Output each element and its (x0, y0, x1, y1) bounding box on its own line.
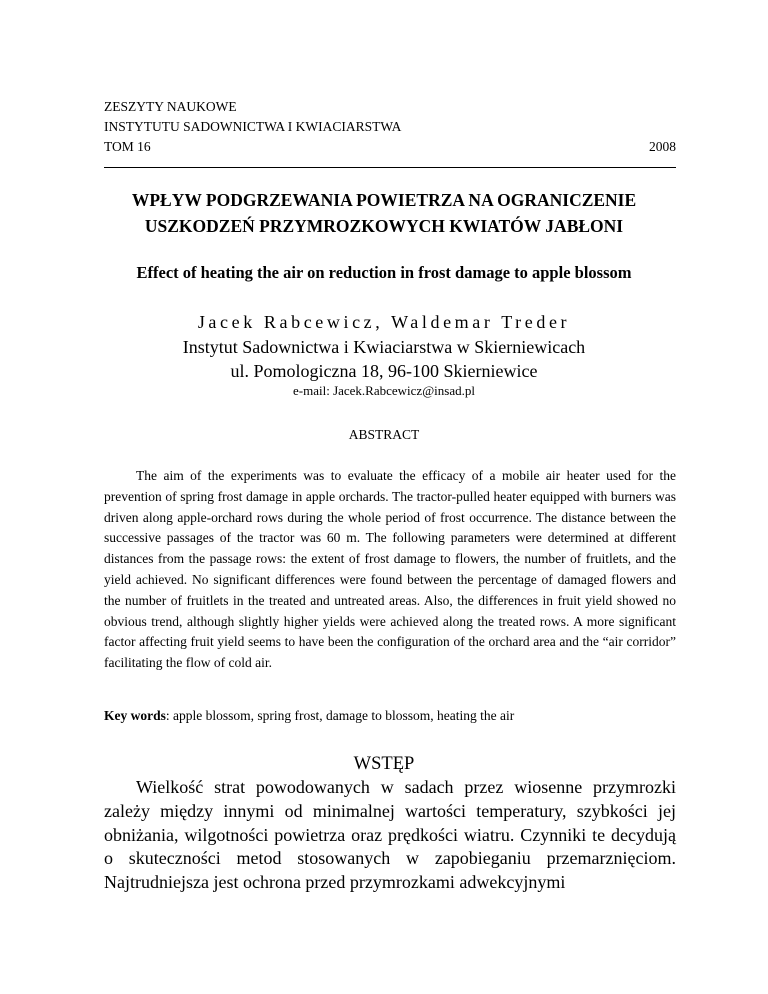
author-email: e-mail: Jacek.Rabcewicz@insad.pl (293, 383, 475, 398)
section-heading: WSTĘP (353, 754, 415, 774)
header-divider (104, 167, 676, 168)
article-title-english: Effect of heating the air on reduction in frost damage to apple blossom (136, 263, 632, 282)
journal-header (104, 97, 676, 157)
author-institution: Instytut Sadownictwa i Kwiaciarstwa w Skierniewicach (182, 337, 586, 357)
article-title-polish (60, 187, 708, 239)
journal-volume-row (104, 137, 676, 157)
abstract-heading: ABSTRACT (348, 427, 420, 442)
abstract-paragraph: The aim of the experiments was to evaluate the efficacy of a mobile air heater used for the prevention of spring frost damage in apple orchards. The tractor-pulled heater equipped with burners was driven along apple-orchard rows during the whole period of frost occurrence. The distance between the successive passages of the tractor was 60 m. The following parameters were determined at different distances from the passage rows: the extent of frost damage to flowers, the number of fruitlets, and the yield achieved. No significant differences were found between the percentage of damaged flowers and the number of fruitlets in the treated and untreated areas. Also, the differences in fruit yield showed no obvious trend, although slightly higher yields were achieved along the treated rows. A more significant factor affecting fruit yield seems to have been the configuration of the orchard area and the “air corridor” facilitating the flow of cold air. (104, 468, 676, 671)
title-line-1: WPŁYW PODGRZEWANIA POWIETRZA NA OGRANICZENIE (131, 190, 637, 210)
journal-year: 2008 (649, 139, 676, 154)
section-body (104, 776, 676, 895)
author-names: Jacek Rabcewicz, Waldemar Treder (197, 312, 571, 332)
keywords-label: Key words (104, 708, 166, 723)
keywords-line (104, 706, 676, 726)
journal-volume: TOM 16 (104, 139, 151, 154)
journal-name-line1: ZESZYTY NAUKOWE (104, 99, 237, 114)
abstract-body (104, 466, 676, 674)
title-line-2: USZKODZEŃ PRZYMROZKOWYCH KWIATÓW JABŁONI (144, 216, 624, 236)
keywords-text: : apple blossom, spring frost, damage to blossom, heating the air (165, 708, 515, 723)
author-address: ul. Pomologiczna 18, 96-100 Skierniewice (230, 361, 538, 381)
journal-name-line2: INSTYTUTU SADOWNICTWA I KWIACIARSTWA (104, 119, 402, 134)
body-paragraph: Wielkość strat powodowanych w sadach przez wiosenne przymrozki zależy między innymi od minimalnej wartości temperatury, szybkości jej obniżania, wilgotności powietrza oraz prędkości wiatru. Czynniki te decydują o skuteczności metod stosowanych w zapobieganiu przemarznięciom. Najtrudniejsza jest ochrona przed przymrozkami adwekcyjnymi (104, 777, 676, 893)
